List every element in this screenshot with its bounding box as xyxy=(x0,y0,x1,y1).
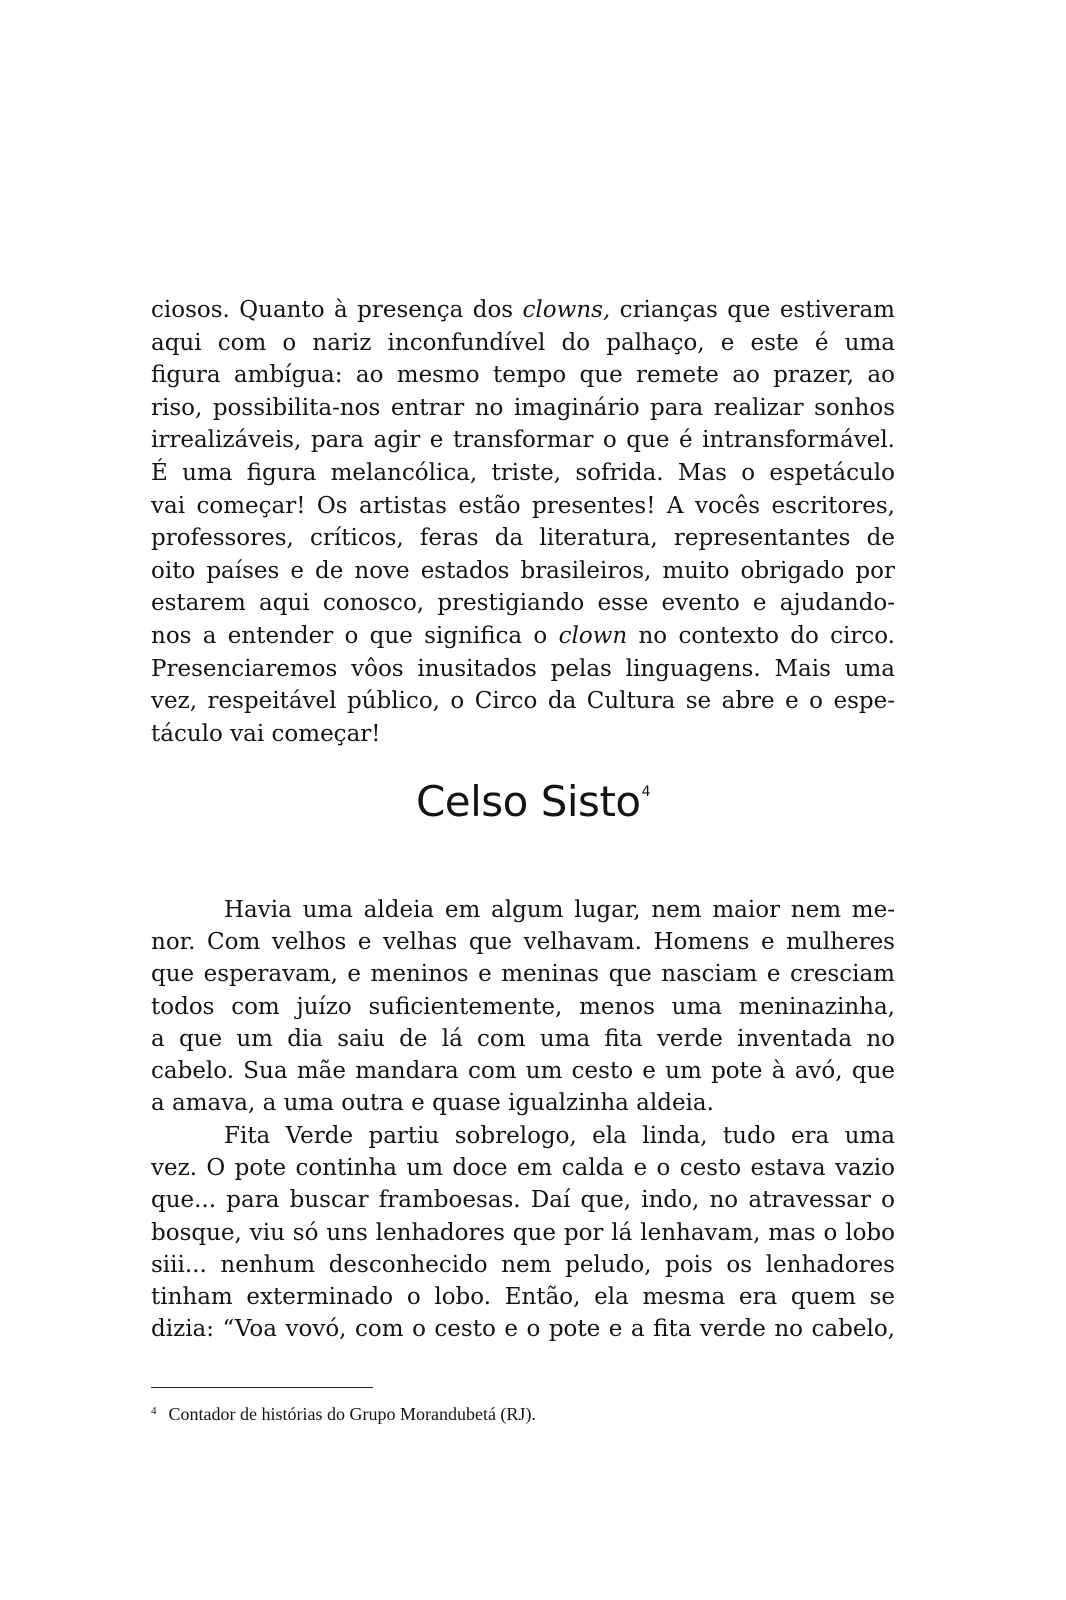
footnote-mark: 4 xyxy=(151,1405,157,1417)
author-name: Celso Sisto xyxy=(415,777,641,826)
text-line: Havia uma aldeia em algum lugar, nem maior nem me- xyxy=(224,897,895,923)
text-line: Presenciaremos vôos inusitados pelas linguagens. Mais uma xyxy=(151,655,895,682)
text-line: oito países e de nove estados brasileiros, muito obrigado por xyxy=(151,557,895,584)
text-line: vez, respeitável público, o Circo da Cultura se abre e o espe- xyxy=(151,688,895,715)
text-line: ciosos. Quanto à presença dos clowns, crianças que estiveram xyxy=(151,297,895,323)
text-line: figura ambígua: ao mesmo tempo que remete ao prazer, ao xyxy=(151,362,895,389)
text-line: tinham exterminado o lobo. Então, ela mesma era quem se xyxy=(151,1283,895,1310)
text-line: bosque, viu só uns lenhadores que por lá lenhavam, mas o lobo xyxy=(151,1219,895,1246)
text-line: riso, possibilita-nos entrar no imaginário para realizar sonhos xyxy=(151,394,895,421)
text-line: aqui com o nariz inconfundível do palhaço, e este é uma xyxy=(151,329,895,356)
text-line: vai começar! Os artistas estão presentes! A vocês escritores, xyxy=(151,492,895,519)
footnote xyxy=(151,1404,536,1425)
text-line: estarem aqui conosco, prestigiando esse evento e ajudando- xyxy=(151,590,895,617)
text-line: a amava, a uma outra e quase igualzinha aldeia. xyxy=(151,1090,714,1117)
footnote-divider xyxy=(151,1387,373,1388)
text-line: que esperavam, e meninos e meninas que nasciam e cresciam xyxy=(151,961,895,988)
footnote-text: Contador de histórias do Grupo Morandubetá (RJ). xyxy=(168,1404,536,1424)
text-line: irrealizáveis, para agir e transformar o que é intransformável. xyxy=(151,427,895,454)
text-line: táculo vai começar! xyxy=(151,720,381,747)
text-line: cabelo. Sua mãe mandara com um cesto e um pote à avó, que xyxy=(151,1057,895,1084)
text-line: vez. O pote continha um doce em calda e o cesto estava vazio xyxy=(151,1155,895,1182)
section-heading xyxy=(0,762,1066,832)
footnote-reference: 4 xyxy=(641,784,651,800)
text-line: nor. Com velhos e velhas que velhavam. Homens e mulheres xyxy=(151,929,895,956)
text-line: que... para buscar framboesas. Daí que, indo, no atravessar o xyxy=(151,1187,895,1214)
text-line: a que um dia saiu de lá com uma fita verde inventada no xyxy=(151,1025,895,1052)
text-line: professores, críticos, feras da literatura, representantes de xyxy=(151,525,895,552)
text-line: siii... nenhum desconhecido nem peludo, pois os lenhadores xyxy=(151,1251,895,1278)
text-line: nos a entender o que significa o clown no contexto do circo. xyxy=(151,622,895,649)
paragraph-intro xyxy=(151,294,895,750)
text-line: dizia: “Voa vovó, com o cesto e o pote e a fita verde no cabelo, xyxy=(151,1316,895,1343)
text-line: Fita Verde partiu sobrelogo, ela linda, tudo era uma xyxy=(224,1123,895,1149)
text-line: todos com juízo suficientemente, menos uma meninazinha, xyxy=(151,993,895,1020)
text-line: É uma figura melancólica, triste, sofrida. Mas o espetáculo xyxy=(151,459,895,486)
paragraph-story-1 xyxy=(151,894,895,1119)
paragraph-story-2 xyxy=(151,1120,895,1345)
